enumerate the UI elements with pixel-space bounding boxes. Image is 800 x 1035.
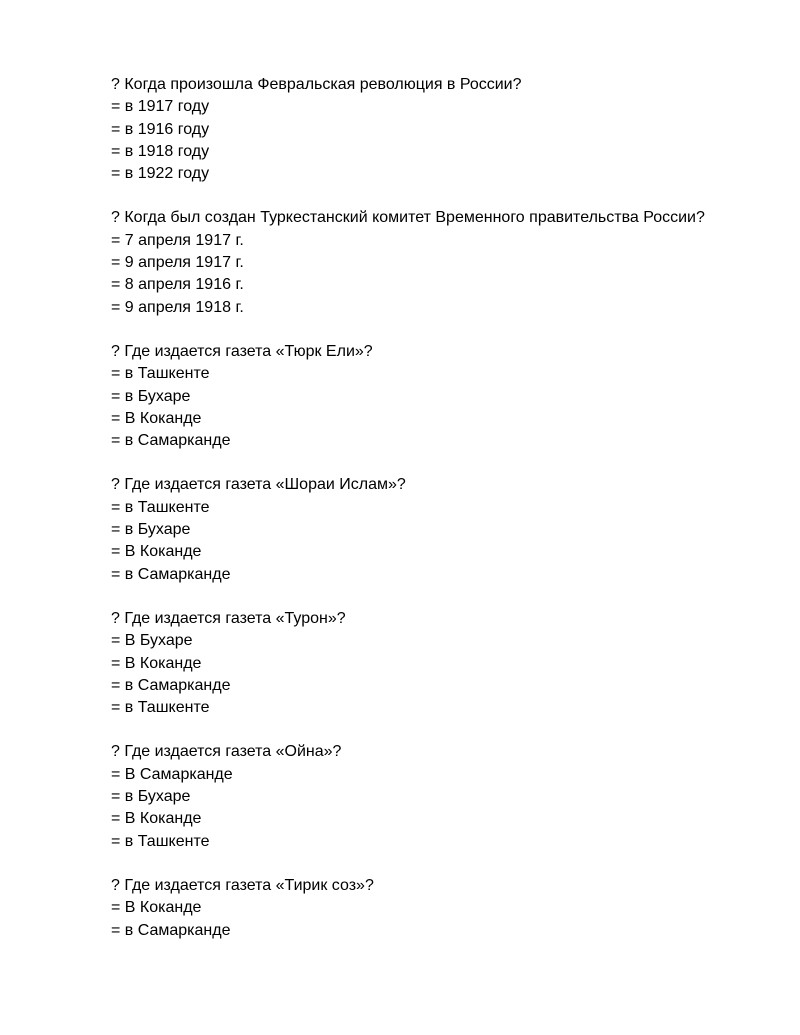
answer-option: = в Бухаре (111, 521, 191, 539)
answer-option: = в Самарканде (111, 921, 231, 939)
question-text: ? Где издается газета «Тирик соз»? (111, 876, 374, 894)
answer-option: = В Самарканде (111, 765, 233, 783)
answer-option: = в Бухаре (111, 387, 191, 405)
question-block (111, 474, 771, 585)
answer-option: = В Бухаре (111, 632, 193, 650)
answer-option: = в Ташкенте (111, 365, 210, 383)
question-block (111, 741, 771, 852)
answer-option: = В Коканде (111, 409, 202, 427)
answer-option: = В Коканде (111, 810, 202, 828)
answer-option: = 9 апреля 1918 г. (111, 298, 244, 316)
document-page (111, 74, 771, 964)
answer-option: = в 1917 году (111, 98, 210, 116)
answer-option: = В Коканде (111, 543, 202, 561)
answer-option: = в Самарканде (111, 432, 231, 450)
question-block (111, 875, 771, 942)
answer-option: = в 1916 году (111, 120, 210, 138)
question-text: ? Когда произошла Февральская революция в России? (111, 76, 522, 93)
answer-option: = В Коканде (111, 654, 202, 672)
question-text: ? Где издается газета «Тюрк Ели»? (111, 342, 373, 360)
answer-option: = в Ташкенте (111, 832, 210, 850)
answer-option: = 7 апреля 1917 г. (111, 231, 244, 249)
answer-option: = в Бухаре (111, 788, 191, 806)
question-block (111, 341, 771, 452)
answer-option: = в Ташкенте (111, 699, 210, 717)
answer-option: = В Коканде (111, 899, 202, 917)
question-block (111, 207, 771, 318)
question-block (111, 608, 771, 719)
answer-option: = в 1918 году (111, 142, 210, 160)
answer-option: = 9 апреля 1917 г. (111, 254, 244, 272)
question-text: ? Когда был создан Туркестанский комитет Временного правительства России? (111, 209, 705, 227)
answer-option: = в Самарканде (111, 565, 231, 583)
answer-option: = 8 апреля 1916 г. (111, 276, 244, 294)
answer-option: = в Ташкенте (111, 498, 210, 516)
question-text: ? Где издается газета «Ойна»? (111, 743, 342, 761)
question-block (111, 74, 771, 185)
answer-option: = в Самарканде (111, 676, 231, 694)
question-text: ? Где издается газета «Турон»? (111, 609, 346, 627)
question-text: ? Где издается газета «Шораи Ислам»? (111, 476, 406, 494)
answer-option: = в 1922 году (111, 165, 210, 183)
